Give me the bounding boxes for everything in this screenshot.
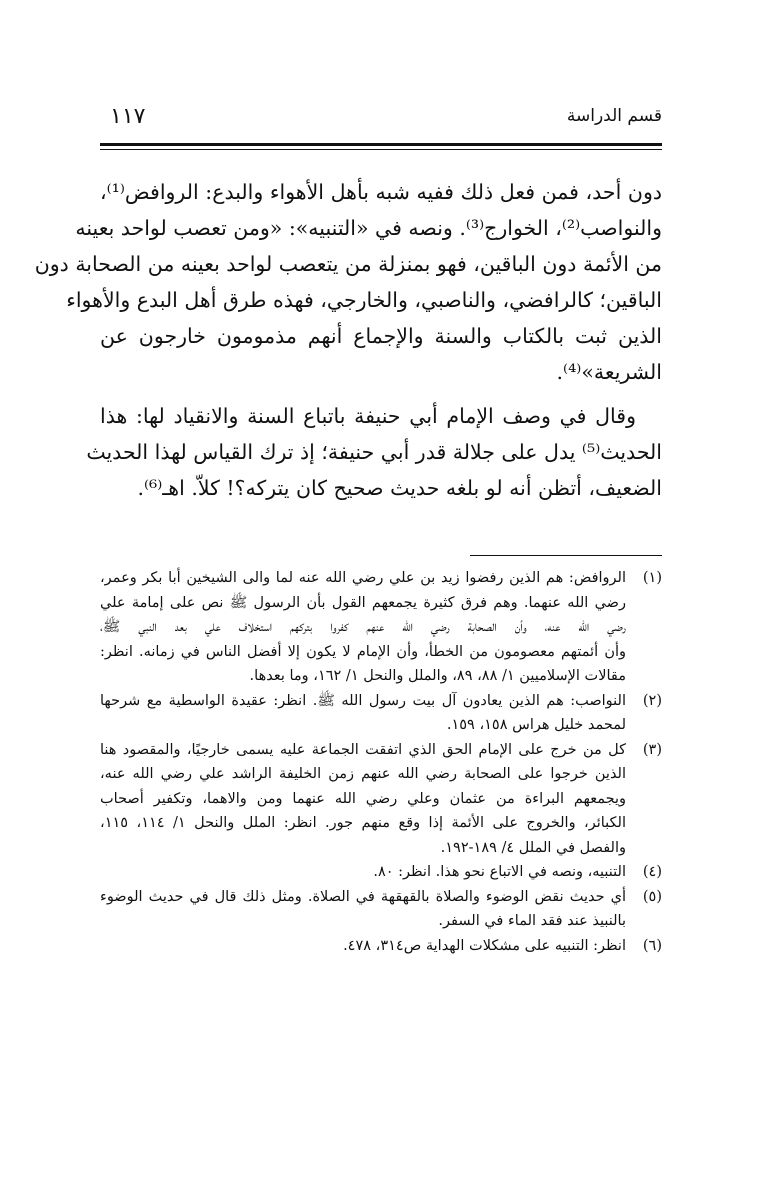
footnote-number: (٤) [642, 864, 662, 880]
text-line: الحديث⁽⁵⁾ يدل على جلالة قدر أبي حنيفة؛ إذ ترك القياس لهذا الحديث [86, 440, 662, 464]
footnote-line: والفصل في الملل ٤/ ١٨٩-١٩٢. [440, 839, 626, 856]
footnote-line: ويجمعهم البراءة من عثمان وعلي رضي الله عنهما ومن والاهما، وتكفير أصحاب [100, 790, 626, 807]
running-header [102, 104, 662, 134]
footnote-text [100, 860, 626, 885]
footnote-line: رضي الله عنه، وأن الصحابة رضي الله عنهم كفروا بتركهم استخلاف علي بعد النبي ﷺ، [100, 619, 626, 635]
footnote-line: بالنبيذ عند فقد الماء في السفر. [438, 913, 626, 929]
footnote-line: أي حديث نقض الوضوء والصلاة بالقهقهة في الصلاة. ومثل ذلك قال في حديث الوضوء [100, 888, 626, 905]
text-line: الضعيف، أتظن أنه لو بلغه حديث صحيح كان يتركه؟! كلاّ. اهـ⁽⁶⁾. [137, 476, 662, 500]
footnote-line: الذين خرجوا على الصحابة رضي الله عنهم زمن الخليفة الراشد علي رضي الله عنه، [100, 766, 626, 782]
footnote [100, 934, 662, 959]
footnote-line: كل من خرج على الإمام الحق الذي اتفقت الجماعة عليه يسمى خارجيًا، والمقصود هنا [100, 741, 626, 758]
text-line: الباقين؛ كالرافضي، والناصبي، والخارجي، فهذه طرق أهل البدع والأهواء [66, 288, 662, 312]
footnote [100, 885, 662, 934]
footnote-text [100, 566, 626, 689]
footnote-number: (٣) [642, 741, 662, 758]
text-line: والنواصب⁽²⁾، الخوارج⁽³⁾. ونصه في «التنبيه»: «ومن تعصب لواحد بعينه [75, 216, 662, 240]
footnotes [100, 566, 662, 958]
footnote-line: مقالات الإسلاميين ١/ ٨٨، ٨٩، والملل والنحل ١/ ١٦٢، وما بعدها. [249, 668, 626, 684]
paragraph [34, 174, 662, 390]
footnote-line: انظر: التنبيه على مشكلات الهداية ص٣١٤، ٤٧٨. [343, 937, 626, 954]
footnote-line: الكبائر، والخروج على الأئمة إذا وقع منهم جور. انظر: الملل والنحل ١/ ١١٤، ١١٥، [100, 815, 626, 831]
footnote-separator [470, 555, 662, 556]
footnote-line: رضي الله عنهما. وهم فرق كثيرة يجمعهم القول بأن الرسول ﷺ نص على إمامة علي [100, 594, 626, 611]
footnote-line: التنبيه، ونصه في الاتباع نحو هذا. انظر: ٨٠. [373, 864, 626, 880]
footnote [100, 860, 662, 885]
footnote-text [100, 885, 626, 934]
footnote-number: (١) [642, 570, 662, 586]
footnote-text [100, 934, 626, 959]
header-rule-thick [100, 143, 662, 146]
footnote-line: الروافض: هم الذين رفضوا زيد بن علي رضي الله عنه لما والى الشيخين أبا بكر وعمر، [100, 570, 626, 586]
footnote-number: (٢) [642, 692, 662, 709]
footnote-number: (٥) [642, 888, 662, 905]
footnote-text [100, 738, 626, 861]
text-line: من الأئمة دون الباقين، فهو بمنزلة من يتعصب لواحد بعينه من الصحابة دون [34, 252, 662, 276]
text-line: الشريعة»⁽⁴⁾. [556, 360, 662, 384]
paragraph-gap [100, 390, 662, 398]
footnote [100, 689, 662, 738]
main-text [34, 174, 662, 506]
footnote-line: وأن أئمتهم معصومون من الخطأ، وأن الإمام لا يكون إلا أفضل الناس في زمانه. انظر: [100, 643, 626, 660]
page-number: ١١٧ [110, 104, 146, 129]
footnote [100, 566, 662, 689]
text-line: دون أحد، فمن فعل ذلك ففيه شبه بأهل الأهواء والبدع: الروافض⁽¹⁾، [100, 180, 662, 204]
footnote-text [100, 689, 626, 738]
text-line: الذين ثبت بالكتاب والسنة والإجماع أنهم مذمومون خارجون عن [100, 324, 662, 348]
footnote [100, 738, 662, 861]
paragraph [86, 398, 662, 506]
header-rule-thin [100, 149, 662, 150]
footnote-line: لمحمد خليل هراس ١٥٨، ١٥٩. [446, 717, 626, 733]
footnote-number: (٦) [642, 937, 662, 954]
running-title: قسم الدراسة [566, 106, 662, 126]
text-line: وقال في وصف الإمام أبي حنيفة باتباع السنة والانقياد لها: هذا [100, 404, 636, 428]
footnote-line: النواصب: هم الذين يعادون آل بيت رسول الله ﷺ. انظر: عقيدة الواسطية مع شرحها [100, 692, 626, 709]
